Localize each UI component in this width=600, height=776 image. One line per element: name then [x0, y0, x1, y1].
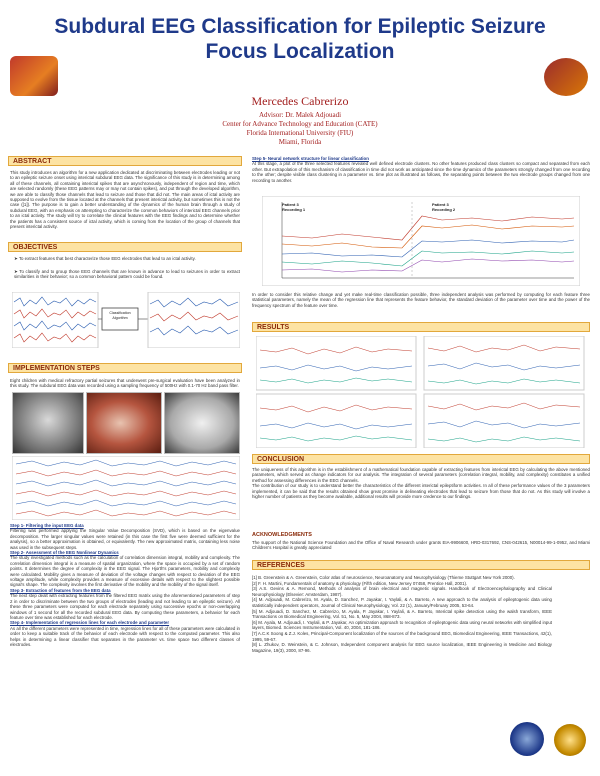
step5-section [252, 156, 590, 192]
results-panel [256, 394, 416, 448]
references-heading: REFERENCES [252, 560, 590, 570]
surgical-grid-photo [86, 392, 162, 454]
location: Miami, Florida [278, 138, 322, 146]
results-figure [256, 336, 586, 448]
objectives-heading: OBJECTIVES [8, 242, 242, 252]
classification-label [102, 311, 138, 320]
implementation-steps [10, 523, 240, 773]
reference-item: [8] L. Zhukov, D. Weinstein, & C. Johnson, Independent component analysis for EEG source localization, IEEE Engineering in Medicine and Biology Magazine, 19(3), 2000, 87-96. [252, 642, 552, 653]
fig-label-patient-2: Patient 3 [432, 202, 449, 207]
acknowledgments-heading: ACKNOWLEDGMENTS [252, 532, 312, 538]
acknowledgments-body: The support of the National Science Foundation and the Office of Naval Research under grants EIA-9906600, HRD-0317692, CNS-042615, N00014-99-1-0952, and Miami Children's Hospital is greatly appreciated [252, 540, 590, 551]
step2-body: The study investigated methods such as the calculation of correlation dimension integral, mobility and complexity. The correlation dimension integral is a measure of spatial organization, where the space is occupied by a set of random points. It determines the degree of complexity in the EEG signal. The Hjorth's parameters, mobility and complexity were calculated. Mobility gives a measure of deviation of the voltage changes with respect to deviation of the EEG voltage amplitude, while complexity provides a measure of excessive details with respect to the slightest possible signal's shape. The complexity involves the first derivative of the mobility and the mobility of the signal itself. [10, 555, 240, 588]
poster-title [0, 14, 600, 64]
right-logo [544, 58, 588, 96]
results-panel [256, 336, 416, 390]
step4-title: Step 4- Implementation of regression lines for each electrode and parameter [10, 620, 170, 626]
reference-item: [5] M. Adjouadi, D. Sanchez, M. Cabrerizo, M. Ayala, P. Jayakar, I. Yaylali, & A. Barreto, Interictal spike detection using the walsh transform, IEEE Transactions on Biomedical Engineering, Vol. 51, No. 5, May 2004, 868-873. [252, 608, 552, 620]
step1-body: Filtering was performed applying the Singular Value Decomposition (SVD), which is based on the eigenvalue decomposition. The larger singular values were retained (in this case the first five were deemed sufficient for the analysis), so a better approximation is obtained, or equivalently. The new approximated matrix, containing less noise was used in the subsequent steps. [10, 528, 240, 550]
reference-item: [6] M. Ayala, M. Adjouadi, I. Yaylali, & P. Jayakar, An optimization approach to recognition of epileptogenic data using neural networks with simplified input layers, Biomed. Sciences Instrumentation, Vol. 40, 2004, 181-186. [252, 619, 552, 631]
left-logo [10, 56, 58, 96]
title-line-2: Focus Localization [205, 40, 395, 63]
brain-mri-image [12, 392, 84, 454]
step2-title: Step 2- Assessment of the EEG Nonlinear Dynamics [10, 550, 119, 556]
conclusion-body [252, 467, 590, 531]
step4-body: As all the different parameters were represented in time, regression lines for all of these parameters were calculated in order to keep a suitable track of the behavior of each electrode with respect to the computed parameter. This also helps in determining a linear classifier that separates in the parameter vs. time space two different classes of electrodes. [10, 625, 240, 647]
results-heading: RESULTS [252, 322, 590, 332]
abstract-body: This study introduces an algorithm for a new application dedicated at discriminating between electrodes leading or not to an epileptic seizure onset using interictal subdural EEG data. The significance of this study is in determining among all of these channels, all containing interictal spikes that are asynchronously, independent of region and time, which are selected randomly (these EEG patterns may or may not contain spikes), and put through the developed algorithm, we are able to classify those channels that lead to seizure and those that did not. The main areas of ictal activity are supposed to evolve from the tissue located at the channels that present interictal activity, but sometimes this is not the case ([1]). The purpose is to gain a better understanding of the dynamics of the human brain through a study of subdural EEG, with an emphasis on attempting to characterize the common behaviors of interictal EEG channels prior to an ictal activity. The study will try to correlate the clinical features with the EEG findings and to determine whether the patients has a consistent source of ictal activity, which is coming from the location of the group of channels that present interictal activity. [10, 170, 240, 230]
fig-label-recording-2: Recording 2 [432, 207, 456, 212]
xray-electrode-image [164, 392, 240, 454]
conclusion-para-2: The contribution of our study is to understand better the characteristics of the different interictal epileptiform activities. In all of these performance values of the 3 parameters implemented, it can be said that the results obtained show great promise in delineating electrodes that lead to seizure from those that do not. As this study will involve a higher number of patients as they become available, additional results will provide more credence to our findings. [252, 483, 590, 500]
implementation-body: Eight children with medical refractory partial seizures that underwent pre-surgical evaluation have been analyzed in this study. The subdural EEG data was recorded using a sampling frequency of 500Hz with 0.1-70 Hz band pass filter. [10, 378, 240, 389]
step5-after-text: In order to consider this relative change and yet make real-time classification possible, three independent analysis was performed by computing for each feature three statistical parameters, namely the mean of the regression line that represents the feature behavior, the standard deviation of the parameter over time and the power of the frequency spectrum of the feature over time. [252, 292, 590, 308]
implementation-heading: IMPLEMENTATION STEPS [8, 363, 242, 373]
advisor: Advisor: Dr. Malek Adjouadi [258, 111, 342, 119]
results-panel [424, 394, 584, 448]
university: Florida International University (FIU) [246, 129, 354, 137]
reference-item: [1] B. Greenstein & A. Greenstein, Color atlas of neuroscience, Neuroanatomy and Neurophysiology (Thieme Stuttgart New York 2000). [252, 575, 515, 580]
fig-label-right [432, 202, 455, 212]
title-line-1: Subdural EEG Classification for Epileptic Seizure [54, 15, 546, 38]
step5-body: At this stage, a plot of the three selected features revealed well defined electrode clusters. No other features produced class clusters so compact and separated from each other. But extrapolation of this mechanism of classification in time did not work as anticipated since the time dynamics of the parameters strongly changed from one recording to the other; despite visible class clustering in a parameter vs. time plot as illustrated as follows, the separating points between the two electrode groups changed from one recording to another. [252, 161, 590, 183]
conclusion-para-1: The uniqueness of this algorithm is in the establishment of a mathematical foundation capable of extracting features from interictal EEG by calculating the above mentioned parameters, which served as change indicators for our analysis. The integration of several parameters (correlation integral, mobility, and complexity) constitutes a unified method for assessing differences in the EEG channels. [252, 467, 590, 483]
conclusion-heading: CONCLUSION [252, 454, 590, 464]
references-list [252, 575, 552, 699]
nsf-seal [510, 722, 544, 756]
fig-label-left [282, 202, 305, 212]
abstract-heading: ABSTRACT [8, 156, 242, 166]
step5-feature-plot [262, 196, 580, 286]
institution-seal [554, 724, 586, 756]
objective-item-1: ➤ To extract features that best characterize those EEG electrodes that lead to an ictal activity. [14, 256, 196, 261]
eeg-montage-figure [12, 456, 240, 520]
reference-item: [3] A.S. Gevins & A. Remond, Methods of analysis of brain electrical and magnetic signals. Handbook of Electroencephalography and Clinical Neurophysiology (Elsevier: Amsterdam, 1987). [252, 586, 552, 597]
step5-title: Step 5- Neural network structure for linear classification [252, 156, 369, 161]
reference-item: [2] F. H. Martini, Fundamentals of anatomy & physiology (Fifth edition, New Jersey 07458, Prentice Hall, 2001). [252, 580, 468, 586]
step3-body: The next step dealt with extracting features from the filtered EEG matrix using the aforementioned parameters of step 2 in order to discriminate between the two groups of electrodes (leading and not leading to an epileptic seizure). All these three parameters were computed for each electrode separately using successive epochs or non-overlapping windows of 1 second for all the recorded subdural EEG data. By computing these parameters, a behavior for each feature over time was established for each electrode. [10, 593, 240, 620]
classification-label-line1: Classification [109, 311, 131, 315]
objective-1-text: To extract features that best characterize those EEG electrodes that lead to an ictal activity. [18, 256, 196, 261]
fig-label-patient-1: Patient 3 [282, 202, 299, 207]
step3-title: Step 3- Extraction of features from the EEG data [10, 587, 111, 593]
reference-item: [4] M. Adjouadi, M. Cabrerizo, M. Ayala, D. Sanchez, P. Jayakar, I. Yaylali, & A. Barreto, A new approach to the analysis of epileptogenic data using statistically independent operators, Journal of Clinical Neurophysiology, Vol. 22 (1), January/February 2005, 53-64. [252, 597, 552, 608]
objective-2-text: To classify and to group those EEG channels that are known in advance to lead to seizures in order to extract similarities in their behavior; so a common behavioral pattern could be found. [14, 269, 240, 280]
reference-item: [7] A.C.K Soong & Z.J. Koles, Principal-Component localization of the sources of the background EEG, Biomedical Engineering, IEEE Transactions, 42(1), 1995, 59-67. [252, 630, 552, 642]
objective-item-2: ➤ To classify and to group those EEG channels that are known in advance to lead to seizures in order to extract similarities in their behavior; so a common behavioral pattern could be found. [14, 269, 240, 280]
author-name: Mercedes Cabrerizo [251, 94, 349, 108]
fig-label-recording-1: Recording 1 [282, 207, 306, 212]
step1-title: Step 1- Filtering the input EEG data [10, 523, 84, 528]
center: Center for Advance Technology and Education (CATE) [222, 120, 378, 128]
classification-label-line2: Algorithm [112, 315, 128, 320]
results-panel [424, 336, 584, 390]
